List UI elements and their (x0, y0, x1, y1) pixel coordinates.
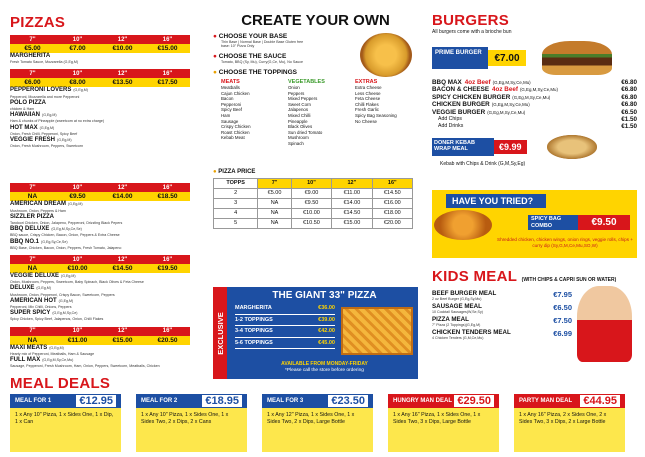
burger-price: €6.80 (621, 93, 637, 101)
burger-price: €6.50 (621, 108, 637, 116)
price-col-header: 10" (291, 178, 331, 188)
kids-item-price: €7.50 (553, 316, 572, 325)
topping-item: No Cheese (355, 118, 377, 124)
pizza-item (10, 239, 190, 251)
size-label: 7" (29, 70, 36, 77)
pizza-item (10, 100, 190, 112)
price-cell: €10.00 (291, 208, 331, 218)
topping-item: Sausage (221, 118, 239, 124)
pizza-desc: Sausage, Pepperoni, Fresh Mushroom, Ham, Onion, Peppers, Sweetcorn, Meatballs, Chicken (10, 364, 160, 369)
tried-title: HAVE YOU TRIED? (446, 194, 546, 208)
size-label: 16" (162, 184, 173, 191)
burger-item (432, 86, 637, 93)
burger-tag: (G,Eg,M,Sy,Ce,Mu) (492, 80, 531, 85)
pizza-name: MARGHERITA (10, 53, 51, 59)
addon-label: Add Drinks (438, 123, 464, 130)
meal-deal-price: €29.50 (454, 395, 494, 407)
topping-item: Cajun Chicken (221, 90, 250, 96)
allergen-tag: (G,Eg,M) (39, 125, 55, 130)
size-label: 10" (72, 70, 83, 77)
pizza-name: VEGGIE DELUXE (10, 273, 60, 280)
giant-row-price: €42.00 (318, 328, 335, 334)
burger-item (432, 79, 637, 86)
kids-item (432, 316, 572, 327)
meal-deal-desc: 1 x Any 16" Pizza, 1 x Sides One, 1 x Sides Two, 3 x Dips, Large Bottle (393, 412, 481, 425)
pizza-desc: BBQ Base, Chicken, Bacon, Onion, Peppers, Fresh Tomato, Jalapeno (10, 245, 122, 250)
pizza-item (10, 310, 190, 322)
burger-name: VEGGIE BURGER (432, 108, 486, 116)
burger-tag: (G,Eg,M,Sy,Ce,Mu) (519, 87, 558, 93)
price-cell: NA (258, 198, 291, 208)
meal-deal-card (10, 394, 121, 452)
giant-row (235, 326, 335, 338)
price-cell: €5.00 (258, 188, 291, 198)
price-cell: €11.00 (332, 188, 372, 198)
price-table-row (214, 218, 413, 228)
pizza-item (10, 273, 190, 285)
step1-label: CHOOSE YOUR BASE (218, 33, 288, 40)
tried-desc: Shredded chicken, chicken wings, onion rings, veggie rolls, chips + curry dip (Sy,G,M,Ce,Mu,SO,W) (497, 237, 633, 248)
topping-item: Spinach (288, 140, 304, 146)
addon-item (432, 116, 637, 123)
topping-item: Onion (288, 85, 300, 90)
veg-title: VEGETABLES (288, 79, 325, 85)
topping-item: Mixed Chilli (288, 112, 311, 118)
kids-title: KIDS MEAL (432, 268, 518, 285)
size-header (10, 35, 190, 44)
size-label: 12" (117, 36, 128, 43)
topping-item: Meatballs (221, 85, 240, 90)
pizza-item (10, 298, 190, 310)
size-header (10, 327, 190, 336)
meal-deal-card (136, 394, 247, 452)
topping-item: Less Cheese (355, 90, 381, 96)
price-cell: €15.00 (332, 218, 372, 228)
price-col-header: 16" (372, 178, 412, 188)
allergen-tag: (G,Eg,M,Sy,Ce) (52, 311, 78, 316)
giant-note1: AVAILABLE FROM MONDAY-FRIDAY (281, 361, 368, 367)
burger-tag: (G,Eg,M,Sy,Ce,Mu) (491, 102, 530, 108)
burger-item (432, 94, 637, 101)
price-cell: €14.50 (332, 208, 372, 218)
price-cell: €16.00 (372, 198, 412, 208)
burger-tag: (G,Eg,M,Sy,Ce,Mu) (487, 109, 526, 115)
meal-deal-header (514, 394, 625, 408)
kebab-image (547, 135, 597, 159)
burger-price: €6.80 (621, 101, 637, 109)
pizza-desc: Onion, Fresh Mushroom, Peppers, Sweetcorn (10, 144, 84, 149)
topping-item: Sweet Corn (288, 101, 311, 107)
vegetables-list (288, 79, 351, 147)
price-value: €8.00 (69, 79, 86, 87)
burger-name: CHICKEN BURGER (432, 101, 490, 109)
price-table-row (214, 188, 413, 198)
pizza-item (10, 214, 190, 226)
pizza-name: AMERICAN HOT (10, 297, 57, 304)
price-cell: €9.50 (291, 198, 331, 208)
meats-list (221, 79, 284, 147)
size-label: 10" (72, 36, 83, 43)
topping-item: Ham (221, 112, 231, 118)
meal-deal-price: €23.50 (328, 395, 368, 407)
giant-pizza-image (341, 307, 413, 355)
topping-item: Peppers (288, 90, 305, 96)
burger-price: €6.80 (621, 86, 637, 94)
pizza-desc: Ham & chunks of Pineapple (sweetcorn at no extra charge) (10, 119, 105, 124)
create-your-own-section: CREATE YOUR OWN ● CHOOSE YOUR BASE Thin Base | Normal Base | Double Base Gluten free base: 10" Pizza Only ● CHOOSE THE SAUCE Tomato, BBQ (Sy, Mu), Curry(G,Ce, Mu), No Sauce ● CHOOSE THE TOPPINGS MEATS Meatballs Cajun Chicken Bacon Pepperoni Spicy Beef Ham Sausage Crispy Chicken Roast Chicken Kebab Meat VEGETABLES Onion Peppers Mixed Peppers Sweet Corn Jalapenos Mixed Chilli Pineapple Black Olives Sun dried Tomato Mushroom Spinach EXTRAS Extra Cheese Less Cheese Feta Cheese Chilli Flakes Fresh Garlic Spicy Bag Seasoning No Cheese ● PIZZA PRICE TOPPS 7" 10" 12" 16" 2 €5.00 €9.00 €11.00 €14.50 3 NA €9.50 €14.00 €16.00 4 NA €10.00 €14.50 €18.00 5 NA €10.50 €15.00 €20.00 (213, 12, 418, 229)
price-value: €15.00 (157, 45, 178, 52)
kids-item-name: BEEF BURGER MEAL (432, 290, 497, 297)
meal-deal-price: €18.95 (202, 395, 242, 407)
addon-price: €1.50 (621, 123, 637, 131)
topping-item: Mushroom (288, 135, 309, 141)
step4-label: PIZZA PRICE (218, 168, 256, 175)
kids-item-desc: 10 Cocktail Sausages(W,Se,Sy) (432, 310, 483, 314)
allergen-tag: (G,Eg,M) (73, 88, 88, 93)
price-cell: 3 (214, 198, 258, 208)
pizza-desc: Spicy Chicken, Spicy Beef, Jalapenos, Onion, Chilli Flakes (10, 317, 104, 322)
giant-row-price: €45.00 (318, 339, 335, 346)
pizza-price-table (213, 178, 413, 229)
price-cell: €10.50 (291, 218, 331, 228)
price-cell: NA (258, 218, 291, 228)
topping-item: Sun dried Tomato (288, 129, 323, 135)
price-value: €7.00 (69, 45, 86, 52)
meats-title: MEATS (221, 79, 240, 85)
allergen-tag: (G,Eg,Sy,Ce,Se) (41, 239, 68, 244)
burger-name: BBQ MAX (432, 79, 462, 86)
pizza-desc: Mushroom, Onion, Peppers & Ham (10, 208, 66, 213)
price-cell: €9.00 (291, 188, 331, 198)
giant-row-label: MARGHERITA (235, 305, 272, 311)
pizza-desc: Pepperoni, Mix Chilli, Onions, Peppers (10, 305, 72, 310)
pizza-item (10, 125, 190, 137)
kids-item-price: €6.99 (553, 329, 572, 338)
kids-item-desc: 7" Pizza (2 Toppings)(G,Eg,M) (432, 323, 481, 327)
pizza-desc: BBQ sauce, Crispy Chicken, Bacon, Onion, Peppers & Extra Cheese (10, 233, 120, 238)
kids-item-desc: 4 Chicken Tenders (G,M,Ce,Mu) (432, 336, 484, 340)
burger-tag: (G,Eg,M,Sy,Ce,Mu) (512, 94, 551, 100)
meal-deal-name: PARTY MAN DEAL (519, 398, 573, 404)
price-row (10, 336, 190, 345)
price-value: €10.00 (67, 265, 88, 273)
size-header (10, 69, 190, 78)
topping-item: Roast Chicken (221, 129, 250, 135)
pizza-name: AMERICAN DREAM (10, 201, 66, 208)
allergen-tag: (G,Eg,M) (58, 298, 74, 303)
size-label: 16" (162, 256, 173, 263)
size-label: 10" (72, 256, 83, 263)
size-label: 7" (29, 256, 36, 263)
pizza-name: PEPPERONI LOVERS (10, 87, 72, 94)
pizza-desc: Hearty mix of Pepperoni, Meatballs, Ham & Sausage (10, 351, 95, 356)
kids-item-name: PIZZA MEAL (432, 316, 469, 323)
price-row (10, 44, 190, 53)
pizza-name: SIZZLER PIZZA (10, 213, 54, 220)
topping-item: Pepperoni (221, 101, 242, 107)
extras-list (355, 79, 418, 147)
pizza-desc: Pepperoni, Mozzarella and more Pepperoni (10, 94, 80, 99)
pizza-name: BBQ NO.1 (10, 238, 40, 245)
kid-image (577, 286, 632, 362)
size-label: 12" (117, 256, 128, 263)
giant-row (235, 338, 335, 350)
price-value: €15.00 (112, 336, 133, 344)
kebab-price: €9.99 (494, 140, 527, 154)
meal-deal-header (10, 394, 121, 408)
pizza-item (10, 345, 190, 357)
meal-deal-name: MEAL FOR 2 (141, 398, 178, 404)
pizza-desc: Onion, Mushroom, Peppers, Sweetcorn, Baby Spinach, Black Olives & Feta Cheese (10, 280, 144, 285)
deals-title: MEAL DEALS (10, 375, 111, 392)
topping-item: Mixed Peppers (288, 96, 318, 102)
burger-item (432, 101, 637, 108)
size-label: 7" (29, 184, 36, 191)
meal-deal-desc: 1 x Any 10" Pizza, 1 x Sides One, 1 x Dip, 1 x Can (15, 412, 114, 425)
prime-burger-label: PRIME BURGER (432, 47, 488, 69)
price-cell: €14.50 (372, 188, 412, 198)
size-label: 16" (162, 70, 173, 77)
burger-beef: 4oz Beef (464, 79, 491, 86)
topping-item: Black Olives (288, 124, 313, 130)
extras-title: EXTRAS (355, 79, 378, 85)
giant-row-label: 1-2 TOPPINGS (235, 316, 273, 323)
pizza-item (10, 137, 190, 149)
topping-item: Pineapple (288, 118, 308, 124)
allergen-tag: (G,Eg,M) (36, 286, 51, 291)
kids-item-name: CHICKEN TENDERS MEAL (432, 329, 511, 336)
size-label: 10" (72, 184, 83, 191)
pizza-desc: Onion, Fresh Chilli, Pepperoni, Spicy Beef (10, 131, 78, 136)
pizza-desc: Tandoori Chicken, Onion, Jalapeno, Pepperoni, Drizzling Black Pepers (10, 221, 123, 226)
pizza-item (10, 201, 190, 213)
step3-label: CHOOSE THE TOPPINGS (218, 69, 298, 76)
price-row (10, 78, 190, 87)
pizzas-section (10, 14, 190, 370)
size-label: 12" (117, 184, 128, 191)
step1-desc: Thin Base | Normal Base | Double Base Gluten free base: 10" Pizza Only (221, 40, 304, 48)
pizza-name: POLO PIZZA (10, 99, 46, 106)
price-table-row (214, 198, 413, 208)
burger-beef: 4oz Beef (492, 86, 518, 94)
kids-item (432, 329, 572, 340)
meal-deal-card (262, 394, 373, 452)
topping-item: Feta Cheese (355, 96, 381, 102)
topping-item: Kebab Meat (221, 135, 245, 141)
pizzas-title: PIZZAS (10, 14, 66, 31)
price-cell: €14.00 (332, 198, 372, 208)
tried-price: €9.50 (578, 215, 630, 230)
price-cell: 5 (214, 218, 258, 228)
size-header (10, 183, 190, 192)
topping-item: Jalapenos (288, 107, 309, 113)
topping-item: Bacon (221, 96, 234, 102)
price-value: €18.50 (157, 193, 178, 201)
topping-item: Spicy Bag Seasoning (355, 112, 397, 118)
kids-item-desc: 2 oz Beef Burger (G,Eg,Sy,Mu) (432, 297, 482, 301)
size-label: 12" (117, 70, 128, 77)
price-value: €13.50 (112, 79, 133, 87)
meal-deal-header (388, 394, 499, 408)
giant-row (235, 315, 335, 327)
pizza-item (10, 53, 190, 65)
kids-subtitle: (WITH CHIPS & CAPRI SUN OR WATER) (521, 277, 617, 283)
giant-row-price: €36.00 (318, 305, 335, 311)
price-col-header: TOPPS (214, 178, 258, 188)
pizza-desc: Fresh Tomato Sauce, Mozzarella (G,Eg,M) (10, 60, 79, 65)
kids-item-price: €6.50 (553, 303, 572, 312)
meal-deal-card (514, 394, 625, 452)
pizza-name: FULL MAX (10, 357, 41, 364)
price-value: €5.00 (24, 45, 41, 52)
topping-item: Extra Cheese (355, 85, 382, 90)
step2-label: CHOOSE THE SAUCE (218, 53, 287, 60)
kids-item (432, 303, 572, 314)
meal-deal-header (136, 394, 247, 408)
pizza-item (10, 357, 190, 369)
giant-pizza-box (213, 287, 418, 379)
allergen-tag: (G,Eg,M) (68, 202, 83, 207)
meal-deal-name: HUNGRY MAN DEAL (393, 398, 453, 404)
allergen-tag: (G,Eg,M,Sy,Ce,Mu) (42, 358, 74, 363)
price-value: €10.00 (112, 45, 133, 52)
burger-price: €6.80 (621, 79, 637, 86)
prime-burger-price: €7.00 (488, 50, 526, 66)
addon-item (432, 123, 637, 130)
meal-deal-name: MEAL FOR 1 (15, 398, 52, 404)
kids-meal-section (432, 268, 637, 342)
burgers-section (432, 12, 637, 167)
addon-price: €1.50 (621, 116, 637, 124)
pizza-desc: chicken & Ham (10, 107, 35, 112)
pizza-name: VEGGIE FRESH (10, 137, 56, 144)
pizza-name: BBQ DELUXE (10, 226, 50, 233)
meal-deal-header (262, 394, 373, 408)
exclusive-label: EXCLUSIVE (215, 311, 225, 355)
size-label: 7" (29, 328, 36, 335)
create-title: CREATE YOUR OWN (241, 12, 390, 29)
kebab-desc: Kebab with Chips & Drink (G,M,Sy,Eg) (440, 160, 526, 167)
price-cell: 4 (214, 208, 258, 218)
burger-name: SPICY CHICKEN BURGER (432, 93, 511, 101)
price-table-row (214, 208, 413, 218)
kids-item-price: €7.95 (553, 290, 572, 299)
kids-item-name: SAUSAGE MEAL (432, 303, 482, 310)
price-value: €9.50 (69, 193, 86, 201)
price-row (10, 264, 190, 273)
price-col-header: 7" (258, 178, 291, 188)
giant-note2: *Please call the store before ordering (285, 368, 364, 373)
size-label: 16" (162, 328, 173, 335)
meal-deal-name: MEAL FOR 3 (267, 398, 304, 404)
price-value: €14.00 (112, 193, 133, 201)
price-value: NA (27, 336, 38, 344)
price-value: €11.00 (67, 336, 88, 344)
allergen-tag: (G,Eg,M) (61, 274, 76, 279)
pizza-name: DELUXE (10, 285, 35, 292)
size-header (10, 255, 190, 264)
price-value: €6.00 (24, 79, 41, 87)
price-row (10, 192, 190, 201)
pizza-name: HOT MAX (10, 124, 38, 131)
addon-label: Add Chips (438, 116, 462, 123)
topping-item: Fresh Garlic (355, 107, 379, 113)
price-value: NA (27, 265, 38, 273)
giant-row-label: 3-4 TOPPINGS (235, 328, 273, 334)
burgers-title: BURGERS (432, 12, 510, 29)
giant-row-label: 5-6 TOPPINGS (235, 339, 273, 346)
size-label: 7" (29, 36, 36, 43)
pizza-desc: Mushroom, Onion, Pepperoni, Crispy Bacon, Sweetcorn, Peppers (10, 292, 115, 297)
topping-item: Chilli Flakes (355, 101, 379, 107)
meal-deal-card (388, 394, 499, 452)
burger-image (542, 41, 612, 75)
topping-item: Crispy Chicken (221, 124, 251, 130)
pizza-item (10, 285, 190, 297)
pizza-item (10, 87, 190, 99)
price-col-header: 12" (332, 178, 372, 188)
price-value: NA (27, 193, 38, 201)
price-cell: NA (258, 208, 291, 218)
kebab-label: DONER KEBAB WRAP MEAL (432, 138, 494, 156)
pizza-name: SUPER SPICY (10, 310, 51, 317)
price-value: €19.50 (157, 265, 178, 273)
burger-item (432, 109, 637, 116)
giant-row (235, 303, 335, 315)
price-cell: 2 (214, 188, 258, 198)
tried-box (432, 190, 637, 258)
price-cell: €18.00 (372, 208, 412, 218)
giant-title: THE GIANT 33" PIZZA (272, 290, 377, 301)
meal-deal-price: €44.95 (580, 395, 620, 407)
size-label: 12" (117, 328, 128, 335)
pizza-item (10, 112, 190, 124)
kids-item (432, 290, 572, 301)
topping-item: Spicy Beef (221, 107, 242, 113)
price-value: €17.50 (157, 79, 178, 87)
meal-deal-price: €12.95 (76, 395, 116, 407)
meal-deal-desc: 1 x Any 10" Pizza, 1 x Sides One, 1 x Sides Two, 2 x Dips, 2 x Cans (141, 412, 229, 425)
size-label: 16" (162, 36, 173, 43)
allergen-tag: (G,Eg,M) (49, 345, 64, 350)
pizza-image (360, 33, 412, 77)
pizza-name: HAWAIIAN (10, 112, 40, 119)
burger-name: BACON & CHEESE (432, 86, 490, 94)
price-cell: €20.00 (372, 218, 412, 228)
tried-name: SPICY BAG COMBO (528, 215, 578, 230)
price-value: €20.50 (157, 336, 178, 344)
spicy-bag-image (434, 210, 492, 240)
meal-deal-desc: 1 x Any 12" Pizza, 1 x Sides One, 1 x Sides Two, 2 x Dips, Large Bottle (267, 412, 355, 425)
price-value: €14.50 (112, 265, 133, 273)
giant-row-price: €39.00 (318, 316, 335, 323)
meal-deal-desc: 1 x Any 16" Pizza, 2 x Sides One, 2 x Sides Two, 3 x Dips, 2 x Large Bottle (519, 412, 607, 425)
allergen-tag: (G,Eg,M,Sy,Ce,Se) (51, 227, 82, 232)
burgers-subtitle: All burgers come with a brioche bun (432, 29, 512, 35)
pizza-name: MAXI MEATS (10, 344, 48, 351)
allergen-tag: (G,Eg,M) (42, 113, 57, 118)
step2-desc: Tomato, BBQ (Sy, Mu), Curry(G,Ce, Mu), No Sauce (221, 60, 304, 64)
size-label: 10" (72, 328, 83, 335)
allergen-tag: (G,Eg,M) (57, 138, 72, 143)
pizza-item (10, 226, 190, 238)
